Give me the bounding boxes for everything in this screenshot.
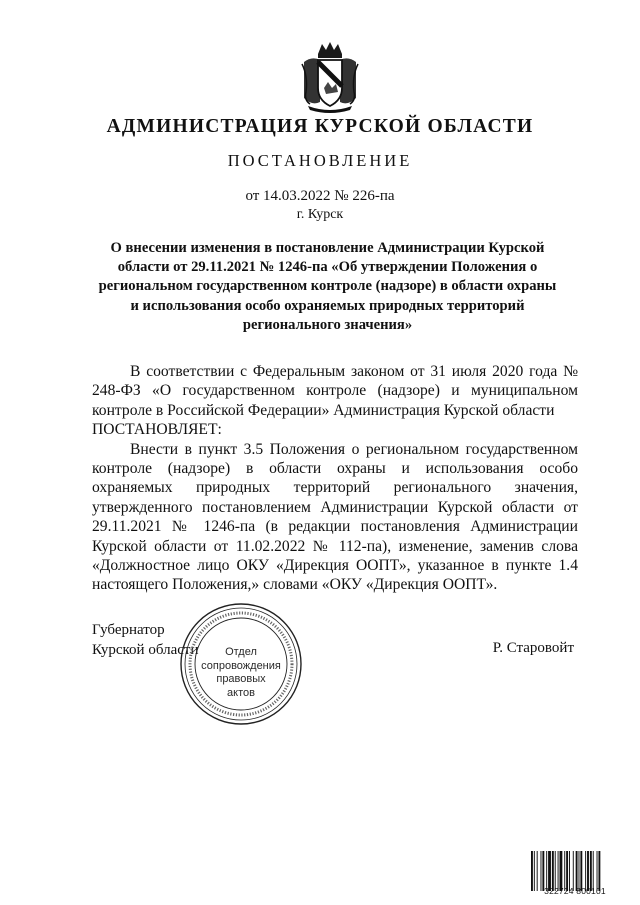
position-line-1: Губернатор — [92, 622, 165, 638]
stamp-line-1: Отдел — [225, 646, 257, 658]
stamp-line-3: правовых — [216, 673, 266, 685]
barcode-number: 322724 800101 — [544, 886, 606, 896]
stamp-line-4: актов — [227, 686, 255, 699]
city-line: г. Курск — [296, 207, 344, 222]
stamp-text — [178, 646, 304, 700]
signatory-name: Р. Старовойт — [492, 640, 574, 656]
preamble-text: В соответствии с Федеральным законом от 31 июля 2020 года № 248-ФЗ «О государственном контроле (надзоре) и муниципальном контроле в Российской Федерации» Администрация Курской области — [92, 363, 578, 419]
document-type: ПОСТАНОВЛЕНИЕ — [227, 151, 413, 170]
coat-of-arms-icon — [298, 40, 362, 114]
paragraph-amendment: Внести в пункт 3.5 Положения о региональном государственном контроле (надзоре) в области охраны и использования особо охраняемых природных территорий регионального значения, утвержденного постановлением Администрации Курской области от 29.11.2021 № 1246-па (в редакции постановления Администрации Курской области от 11.02.2022 № 112-па), изменение, заменив слова «Должностное лицо ОКУ «Дирекция ООПТ», указанное в пункте 1.4 настоящего Положения,» словами «ОКУ «Дирекция ООПТ». — [92, 440, 578, 594]
document-title: О внесении изменения в постановление Администрации Курской области от 29.11.2021 № 1246-па «Об утверждении Положения о региональном государственном контроле (надзоре) в области охраны и использования особо охраняемых природных территорий регионального значения» — [98, 240, 557, 333]
document-body — [92, 362, 578, 595]
date-number-line: от 14.03.2022 № 226-па — [245, 188, 395, 204]
position-line-2: Курской области — [92, 641, 199, 658]
stamp-line-2: сопровождения — [201, 659, 281, 672]
barcode-icon — [531, 851, 619, 891]
resolves-line: ПОСТАНОВЛЯЕТ: — [92, 421, 222, 439]
paragraph-preamble — [92, 362, 578, 420]
authority-name: АДМИНИСТРАЦИЯ КУРСКОЙ ОБЛАСТИ — [106, 116, 534, 137]
